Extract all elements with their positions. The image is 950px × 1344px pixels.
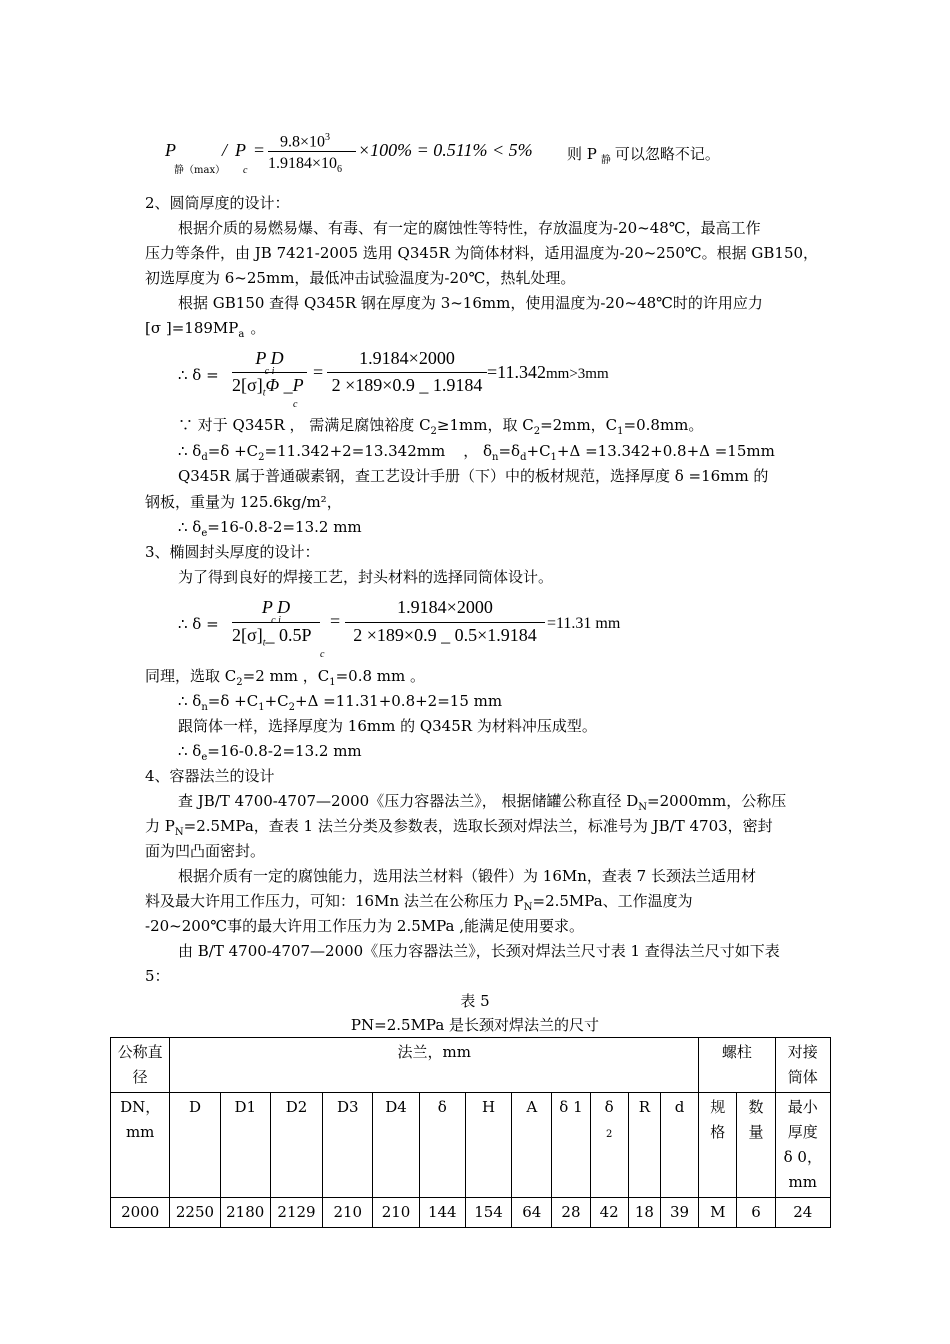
eq1-p-sub: 静（max）: [174, 165, 226, 176]
header-bolt: 螺柱: [699, 1038, 775, 1093]
s3-formula-num-sub: c i: [271, 615, 281, 626]
s2-para1-line2: 压力等条件，由 JB 7421-2005 选用 Q345R 为筒体材料，适用温度为-20~250℃。根据 GB150，: [145, 244, 819, 262]
s2-para1-line1: 根据介质的易燃易爆、有毒、有一定的腐蚀性等特性，存放温度为-20~48℃，最高工作: [178, 219, 761, 237]
header-nominal-diameter: 公称直径: [111, 1038, 170, 1093]
s2-formula-num: P D: [255, 348, 284, 368]
eq1-pc: P: [235, 140, 246, 160]
s2-formula-num-sub: c i: [264, 366, 275, 377]
s4-para2-line1: 根据介质有一定的腐蚀能力，选用法兰材料（锻件）为 16Mn，查表 7 长颈法兰适用材: [178, 867, 756, 885]
s3-formula-result: =11.31 mm: [547, 615, 621, 632]
cell-spec: M: [699, 1198, 737, 1228]
eq1-slash: /: [222, 140, 228, 160]
s2-para1-line3: 初选厚度为 6~25mm，最低冲击试验温度为-20℃，热轧处理。: [145, 269, 576, 287]
s3-formula-bar1: [232, 622, 320, 623]
s4-para1-line3: 面为凹凸面密封。: [145, 842, 266, 860]
cell-r: 18: [628, 1198, 660, 1228]
s2-formula-num2: 1.9184×2000: [359, 348, 455, 368]
s4-para2-line2: 料及最大许用工作压力，可知：16Mn 法兰在公称压力 $P_N=2.5MPa$、工作温度为: [145, 892, 693, 913]
table-caption-number: 表 5: [460, 992, 490, 1010]
s2-delta-d-line: ∴ $\delta_d=\delta +C_2=11.342+2=13.342mm$ ， $\delta_n=\delta_d+C_1+\Delta =13.342+0.8+\Delta =15mm$: [178, 442, 775, 463]
eq1-note: 则 P $_静$ 可以忽略不记。: [567, 145, 720, 166]
table-header-row-1: [111, 1038, 831, 1093]
s2-formula-den: $2[\sigma]_t\Phi$ _P: [232, 375, 304, 399]
cell-delta1: 28: [552, 1198, 590, 1228]
s2-formula-bar2: [327, 372, 487, 373]
cell-d: 2250: [170, 1198, 220, 1228]
header-col-delta: δ: [419, 1093, 465, 1198]
header-col-a: A: [512, 1093, 552, 1198]
eq1-eq: =: [254, 140, 265, 160]
eq1-fraction-bar: [268, 151, 356, 152]
header-min-thickness: 最小厚度δ 0，mm: [775, 1093, 830, 1198]
table-header-row-2: [111, 1093, 831, 1198]
cell-delta2: 42: [590, 1198, 628, 1228]
eq1-p: P: [165, 140, 176, 160]
s2-formula-bar1: [232, 372, 307, 373]
cell-h: 154: [465, 1198, 511, 1228]
s2-para3-line1: Q345R 属于普通碳素钢，查工艺设计手册（下）中的板材规范，选择厚度 δ =16mm 的: [178, 467, 769, 485]
s2-para2-line1: 根据 GB150 查得 Q345R 钢在厚度为 3~16mm，使用温度为-20~48℃时的许用应力: [178, 294, 763, 312]
header-col-d1: D1: [220, 1093, 270, 1198]
header-col-d: D: [170, 1093, 220, 1198]
eq1-den: $1.9184\times 10_6$: [268, 155, 343, 176]
cell-qty: 6: [737, 1198, 775, 1228]
header-qty: 数量: [737, 1093, 775, 1198]
s2-formula-eq: =: [313, 362, 324, 382]
cell-a: 64: [512, 1198, 552, 1228]
cell-delta: 144: [419, 1198, 465, 1228]
eq1-pc-sub: c: [243, 165, 248, 176]
header-spec: 规格: [699, 1093, 737, 1198]
s3-formula-lead: ∴ δ =: [178, 615, 219, 633]
s4-para3-line2: 5：: [145, 967, 170, 985]
s4-para1-line1: 查 JB/T 4700-4707—2000《压力容器法兰》， 根据储罐公称直径 $D_N=2000mm$，公称压: [178, 792, 787, 813]
table-row: [111, 1198, 831, 1228]
section-4-heading: 4、容器法兰的设计: [145, 767, 275, 785]
header-col-r: R: [628, 1093, 660, 1198]
s2-formula-result: =11.342mm>3mm: [487, 362, 609, 382]
s3-formula-den2: 2 ×189×0.9 _ 0.5×1.9184: [353, 625, 537, 645]
s4-para3-line1: 由 B/T 4700-4707—2000《压力容器法兰》，长颈对焊法兰尺寸表 1 查得法兰尺寸如下表: [178, 942, 780, 960]
header-col-delta1: δ 1: [552, 1093, 590, 1198]
cell-d4: 210: [373, 1198, 419, 1228]
header-col-small-d: d: [660, 1093, 698, 1198]
cell-d1: 2180: [220, 1198, 270, 1228]
eq1-result: ×100% = 0.511% < 5%: [358, 140, 533, 160]
header-col-d2: D2: [270, 1093, 322, 1198]
table-caption-title: PN=2.5MPa 是长颈对焊法兰的尺寸: [350, 1016, 600, 1034]
header-col-h: H: [465, 1093, 511, 1198]
header-dn: DN，mm: [111, 1093, 170, 1198]
s2-formula-den2: 2 ×189×0.9 _ 1.9184: [331, 375, 483, 395]
s2-para3-line2: 钢板，重量为 125.6kg/m²，: [145, 493, 342, 511]
s2-delta-e-line: ∴ $\delta_e=16-0.8-2=13.2$ mm: [178, 518, 362, 539]
cell-dn: 2000: [111, 1198, 170, 1228]
s2-para2-line2: [σ ]$=189MP_a$ 。: [145, 319, 266, 340]
s3-formula-num2: 1.9184×2000: [397, 597, 493, 617]
eq1-num: $9.8\times 10^3$: [280, 132, 331, 151]
s2-because-line: ∵ 对于 Q345R ， 需满足腐蚀裕度 $C_2\ge 1mm$，取 $C_2=2mm$，$C_1=0.8mm$。: [178, 416, 704, 437]
header-col-d4: D4: [373, 1093, 419, 1198]
cell-min-thickness: 24: [775, 1198, 830, 1228]
s2-formula-den-sub: c: [293, 399, 298, 410]
s3-line2: ∴ $\delta_n=\delta +C_1+C_2+\Delta =11.31+0.8+2=15$ mm: [178, 692, 503, 713]
header-pipe: 对接筒体: [775, 1038, 830, 1093]
header-flange: 法兰，mm: [170, 1038, 699, 1093]
flange-dimension-table: [110, 1037, 831, 1228]
cell-small-d: 39: [660, 1198, 698, 1228]
s4-para1-line2: 力 $P_N=2.5MPa$，查表 1 法兰分类及参数表，选取长颈对焊法兰，标准号为 JB/T 4703，密封: [145, 817, 773, 838]
s3-para1: 为了得到良好的焊接工艺，封头材料的选择同筒体设计。: [178, 568, 554, 586]
header-col-d3: D3: [323, 1093, 373, 1198]
header-col-delta2: δ 2: [590, 1093, 628, 1198]
section-2-heading: 2、圆筒厚度的设计：: [145, 194, 290, 212]
s3-line4: ∴ $\delta_e=16-0.8-2=13.2$ mm: [178, 742, 362, 763]
cell-d3: 210: [323, 1198, 373, 1228]
s3-formula-den-sub: c: [320, 649, 325, 660]
s3-line3: 跟筒体一样，选择厚度为 16mm 的 Q345R 为材料冲压成型。: [178, 717, 597, 735]
s3-formula-den: $2[\sigma]_t\_$ 0.5P: [232, 625, 312, 649]
s3-formula-eq: =: [330, 611, 341, 631]
section-3-heading: 3、椭圆封头厚度的设计：: [145, 543, 320, 561]
s3-line1: 同理，选取 $C_2=2$ mm ，$C_1=0.8$ mm 。: [145, 667, 425, 688]
s4-para2-line3: -20~200℃事的最大许用工作压力为 2.5MPa ,能满足使用要求。: [145, 917, 585, 935]
s3-formula-num: P D: [261, 597, 291, 617]
cell-d2: 2129: [270, 1198, 322, 1228]
s2-formula-lead: ∴ δ =: [178, 366, 219, 384]
s3-formula-bar2: [345, 622, 545, 623]
